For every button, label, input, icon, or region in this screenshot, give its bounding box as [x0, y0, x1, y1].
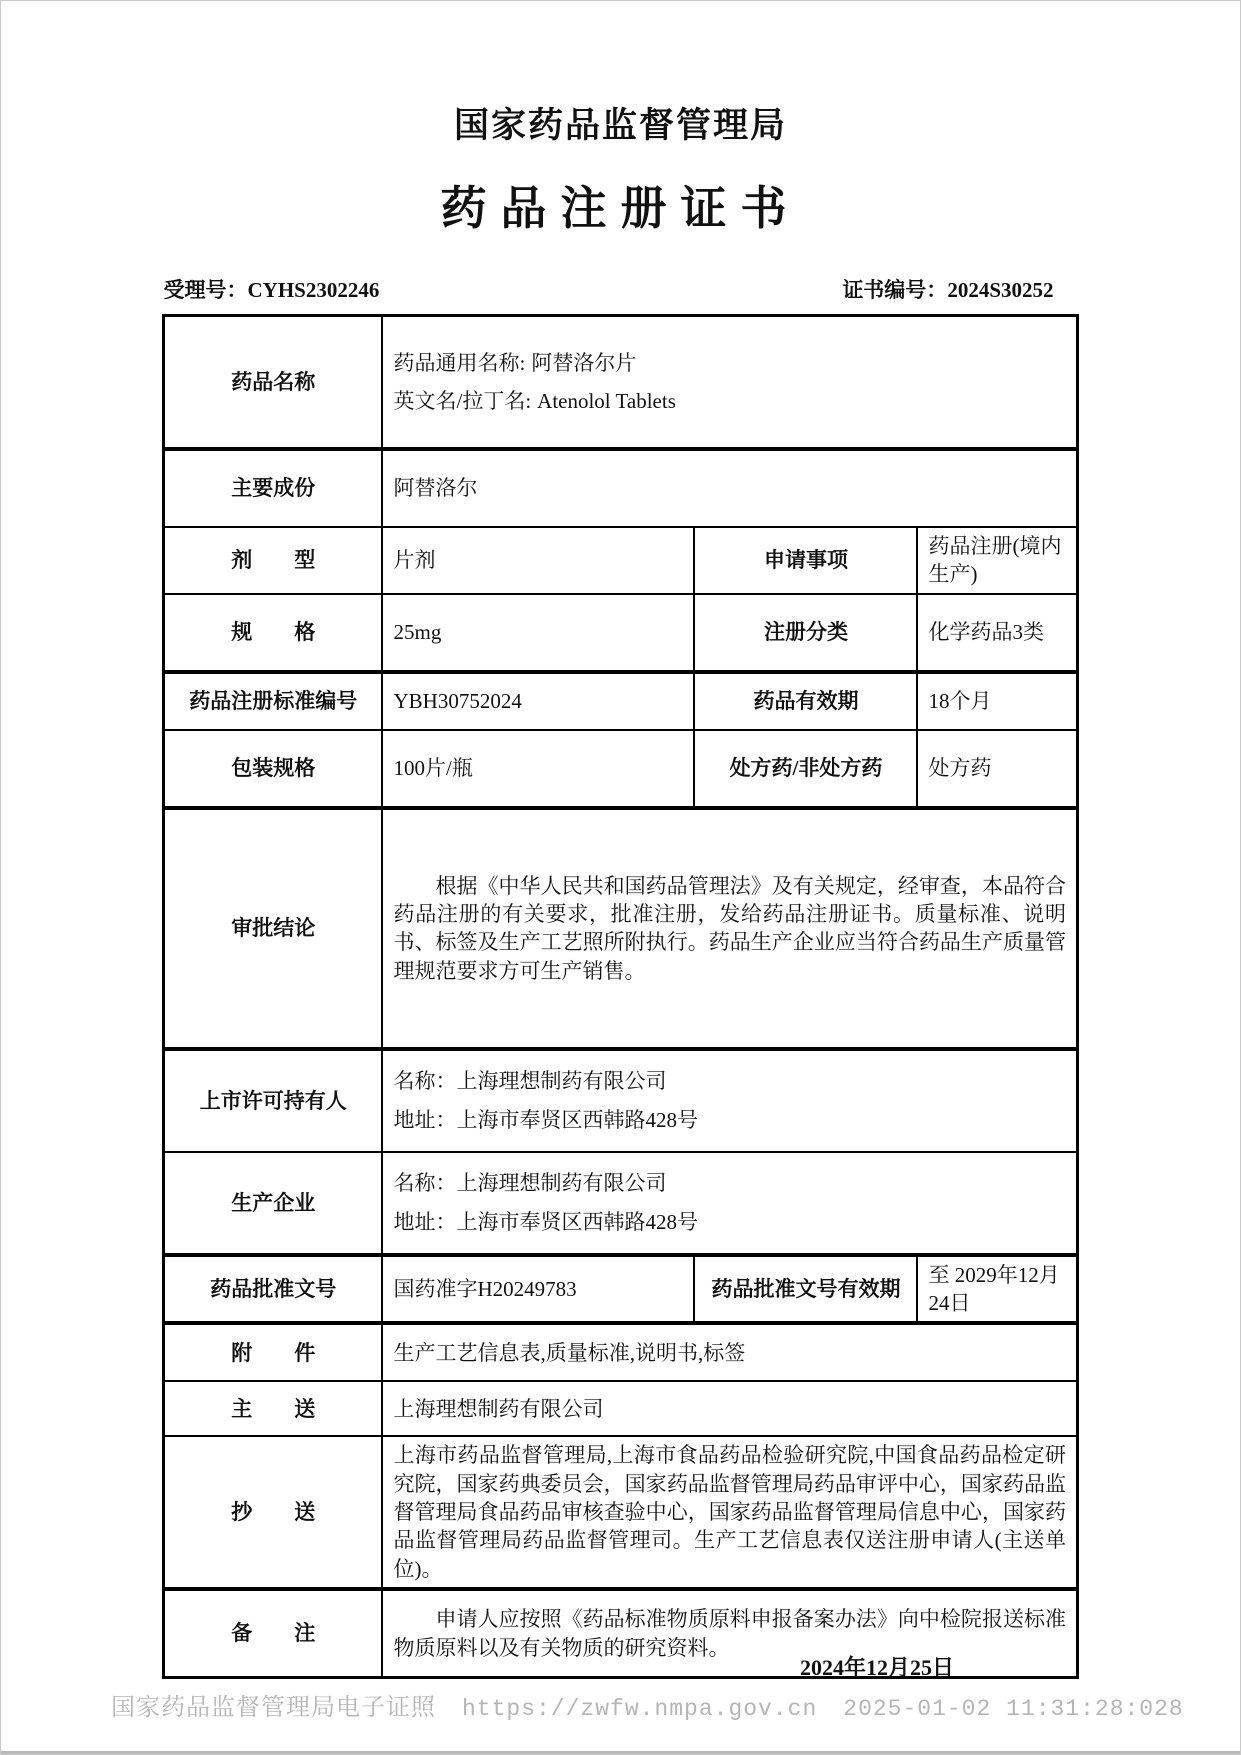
approval-no-value: 国药准字H20249783 [382, 1255, 694, 1324]
row-approval-no [163, 1255, 1077, 1324]
package-spec-value: 100片/瓶 [382, 730, 694, 808]
package-spec-label: 包装规格 [163, 730, 382, 808]
registration-class-label: 注册分类 [694, 594, 917, 672]
license-holder-name-line [393, 1067, 1066, 1095]
certificate-number-label: 证书编号： [842, 278, 948, 302]
row-manufacturer [163, 1152, 1077, 1255]
generic-name-value: 阿替洛尔片 [531, 350, 637, 375]
dosage-form-label: 剂 型 [163, 527, 382, 594]
watermark-url: https://zwfw.nmpa.gov.cn [462, 1696, 818, 1722]
rx-otc-value: 处方药 [917, 730, 1077, 808]
registration-class-value: 化学药品3类 [917, 594, 1077, 672]
row-specification [163, 594, 1077, 672]
specification-label: 规 格 [163, 594, 382, 672]
acceptance-number-value: CYHS2302246 [247, 278, 380, 302]
validity-period-value: 18个月 [917, 672, 1077, 730]
approval-no-validity-label: 药品批准文号有效期 [694, 1255, 917, 1324]
license-holder-address-value: 上海市奉贤区西韩路428号 [456, 1107, 698, 1132]
row-approval-conclusion [163, 808, 1077, 1049]
main-ingredient-value: 阿替洛尔 [382, 449, 1077, 527]
license-holder-address-label: 地址： [393, 1107, 457, 1132]
remarks-label: 备 注 [163, 1589, 382, 1678]
manufacturer-name-label: 名称： [393, 1171, 457, 1196]
manufacturer-address-label: 地址： [393, 1209, 457, 1234]
watermark-timestamp: 2025-01-02 11:31:28:028 [843, 1696, 1184, 1722]
license-holder-name-label: 名称： [393, 1069, 457, 1094]
row-standard-no [163, 672, 1077, 730]
drug-name-value-cell [382, 316, 1077, 450]
approval-no-validity-value: 至 2029年12月24日 [917, 1255, 1077, 1324]
electronic-license-watermark [111, 1687, 1184, 1722]
copy-recipients-text: 上海市药品监督管理局,上海市食品药品检验研究院,中国食品药品检定研究院，国家药典委员会，国家药品监督管理局药品审评中心，国家药品监督管理局食品药品审核查验中心，国家药品监督管理局信息中心，国家药品监督管理局药品监督管理司。生产工艺信息表仅送注册申请人(主送单位)。 [393, 1443, 1066, 1581]
remarks-cell [382, 1589, 1077, 1678]
attachments-value: 生产工艺信息表,质量标准,说明书,标签 [382, 1323, 1077, 1381]
standard-no-label: 药品注册标准编号 [163, 672, 382, 730]
license-holder-address-line [393, 1106, 1066, 1134]
copy-recipients-cell [382, 1436, 1077, 1589]
application-item-value: 药品注册(境内生产) [917, 527, 1077, 594]
row-dosage-form [163, 527, 1077, 594]
certificate-number-value: 2024S30252 [947, 278, 1054, 302]
issue-date: 2024年12月25日 [799, 1655, 954, 1680]
standard-no-value: YBH30752024 [382, 672, 694, 730]
row-license-holder [163, 1049, 1077, 1152]
attachments-label: 附 件 [163, 1323, 382, 1381]
manufacturer-cell [382, 1152, 1077, 1255]
license-holder-cell [382, 1049, 1077, 1152]
generic-name-label: 药品通用名称: [393, 350, 526, 375]
approval-conclusion-text: 根据《中华人民共和国药品管理法》及有关规定，经审查，本品符合药品注册的有关要求，批准注册，发给药品注册证书。质量标准、说明书、标签及生产工艺照所附执行。药品生产企业应当符合药品生产质量管理规范要求方可生产销售。 [393, 873, 1066, 983]
document-title: 药品注册证书 [440, 183, 801, 234]
row-main-recipient [163, 1381, 1077, 1436]
acceptance-number [164, 274, 380, 304]
scan-bottom-edge [1, 1751, 1240, 1754]
specification-value: 25mg [382, 594, 694, 672]
watermark-agency-text: 国家药品监督管理局电子证照 [111, 1695, 436, 1721]
row-drug-name [163, 316, 1077, 450]
license-holder-name-value: 上海理想制药有限公司 [456, 1069, 667, 1094]
english-name-line [393, 387, 1066, 415]
validity-period-label: 药品有效期 [694, 672, 917, 730]
certificate-number [842, 274, 1077, 304]
manufacturer-name-value: 上海理想制药有限公司 [456, 1171, 667, 1196]
certificate-table [162, 314, 1079, 1679]
approval-conclusion-label: 审批结论 [163, 808, 382, 1049]
agency-title: 国家药品监督管理局 [453, 106, 787, 145]
row-attachments [163, 1323, 1077, 1381]
row-copy-recipients [163, 1436, 1077, 1589]
acceptance-number-label: 受理号： [163, 278, 248, 302]
manufacturer-label: 生产企业 [163, 1152, 382, 1255]
remarks-text: 申请人应按照《药品标准物质原料申报备案办法》向中检院报送标准物质原料以及有关物质的研究资料。 [393, 1607, 1066, 1660]
approval-no-label: 药品批准文号 [163, 1255, 382, 1324]
main-recipient-value: 上海理想制药有限公司 [382, 1381, 1077, 1436]
manufacturer-address-value: 上海市奉贤区西韩路428号 [456, 1209, 698, 1234]
rx-otc-label: 处方药/非处方药 [694, 730, 917, 808]
copy-recipients-label: 抄 送 [163, 1436, 382, 1589]
meta-row [164, 274, 1078, 304]
main-ingredient-label: 主要成份 [163, 449, 382, 527]
english-name-label: 英文名/拉丁名: [393, 389, 532, 413]
drug-name-label: 药品名称 [163, 316, 382, 450]
application-item-label: 申请事项 [694, 527, 917, 594]
manufacturer-address-line [393, 1208, 1066, 1236]
row-package-spec [163, 730, 1077, 808]
row-main-ingredient [163, 449, 1077, 527]
manufacturer-name-line [393, 1169, 1066, 1197]
license-holder-label: 上市许可持有人 [163, 1049, 382, 1152]
approval-conclusion-cell [382, 808, 1077, 1049]
main-recipient-label: 主 送 [163, 1381, 382, 1436]
generic-name-line [393, 349, 1066, 377]
english-name-value: Atenolol Tablets [537, 389, 676, 413]
dosage-form-value: 片剂 [382, 527, 694, 594]
